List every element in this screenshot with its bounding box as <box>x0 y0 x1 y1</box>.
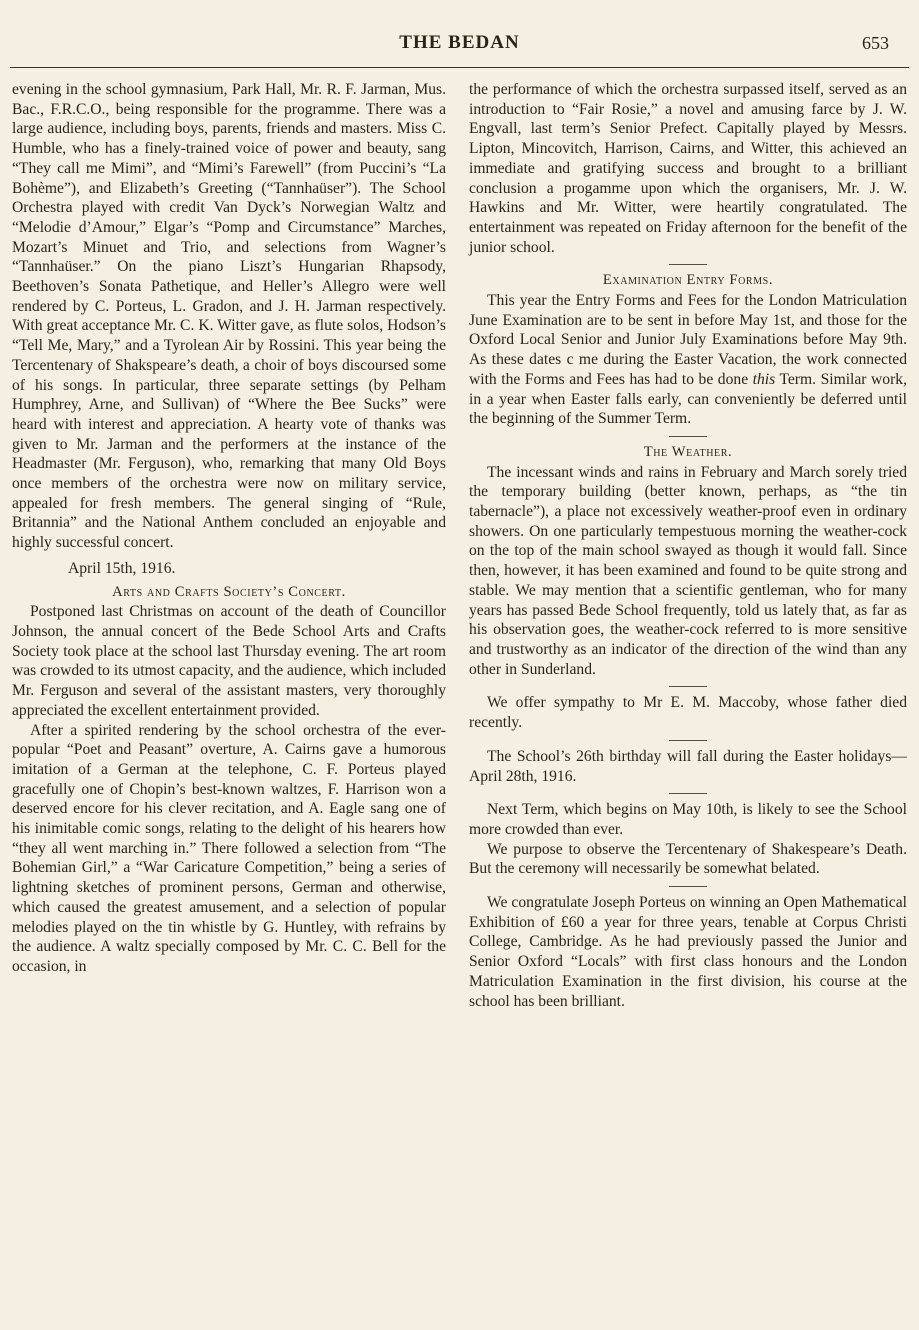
arts-crafts-paragraph-2: After a spirited rendering by the school orchestra of the ever-popular “Poet and Peasant” overture, A. Cairns gave a humorous imitation of a German at the telephone, C. F. Porteus played gracefully one of Chopin’s best-known waltzes, F. Harrison won a deserved encore for his clever recitation, and A. Eagle sang one of his inimitable comic songs, relating to the delight of his hearers how “they all went marching in.” There followed a selection from “The Bohemian Girl,” a “War Caricature Competition,” being a series of lightning sketches of prominent persons, German and otherwise, which caused the greatest amusement, and a selection of popular melodies played on the tin whistle by G. Huntley, with refrains by the audience. A waltz specially composed by Mr. C. C. Bell for the occasion, in <box>12 721 446 975</box>
section-divider <box>669 886 707 887</box>
examination-text-emphasis: this <box>752 370 776 388</box>
section-divider <box>669 686 707 687</box>
section-heading-weather: The Weather. <box>643 443 733 460</box>
section-divider <box>669 264 707 265</box>
sympathy-note: We offer sympathy to Mr E. M. Maccoby, whose father died recently. <box>469 694 907 732</box>
page-number: 653 <box>862 33 889 53</box>
examination-text-a: This year the Entry Forms and Fees for the London Matriculation June Examination are to be sent in before May 1st, and those for the Oxford Local Senior and Junior July Examinations before May 9th. As these dates c me during the Easter Vacation, the work connected with the Forms and Fees has had to be done <box>469 292 907 388</box>
arts-crafts-paragraph-1: Postponed last Christmas on account of the death of Councillor Johnson, the annual concert of the Bede School Arts and Crafts Society took place at the school last Thursday evening. The art room was crowded to its utmost capacity, and the audience, which included Mr. Ferguson and several of the assistant masters, very thoroughly appreciated the excellent entertainment provided. <box>12 603 446 719</box>
dateline: April 15th, 1916. <box>68 559 176 577</box>
examination-text-b: Term. Similar work, in a year when Easter falls early, can conveniently be deferred until the beginning of the Summer Term. <box>469 370 907 428</box>
section-divider <box>669 740 707 741</box>
birthday-note: The School’s 26th birthday will fall during the Easter holidays—April 28th, 1916. <box>469 747 907 785</box>
header-rule <box>10 67 909 68</box>
arts-crafts-continuation: the performance of which the orchestra surpassed itself, served as an introduction to “Fair Rosie,” a novel and amusing farce by J. W. Engvall, last term’s Senior Prefect. Capitally played by Messrs. Lipton, Mincovitch, Harrison, Cairns, and Witter, this achieved an immediate and gratifying success and brought to a brilliant conclusion a progamme upon which the organisers, Mr. J. W. Hawkins and Mr. Witter, were heartily congratulated. The entertainment was repeated on Friday afternoon for the benefit of the junior school. <box>469 81 907 256</box>
weather-paragraph: The incessant winds and rains in February and March sorely tried the temporary building (better known, perhaps, as “the tin tabernacle”), a place not excessively weather-proof even in ordinary showers. On one particularly tempestuous morning the weather-cock on the top of the main school swayed as though it would fall. Since then, however, it has been examined and found to be quite strong and stable. We may mention that a scientific gentleman, who for many years has passed Bede School frequently, told us lately that, as far as his observation goes, the weather-cock referred to is more sensitive and trustworthy as an indicator of the direction of the wind than any other in Sunderland. <box>469 463 907 678</box>
section-heading-examination-entry-forms: Examination Entry Forms. <box>602 272 774 289</box>
section-divider <box>669 436 707 437</box>
tercentenary-note: We purpose to observe the Tercentenary of Shakespeare’s Death. But the ceremony will necessarily be somewhat belated. <box>469 840 907 878</box>
section-heading-arts-crafts-concert: Arts and Crafts Society’s Concert. <box>112 583 346 600</box>
concert-report-continuation: evening in the school gymnasium, Park Hall, Mr. R. F. Jarman, Mus. Bac., F.R.C.O., being responsible for the programme. There was a large audience, including boys, parents, friends and masters. Miss C. Humble, who has a finely-trained voice of power and beauty, sang “They call me Mimi”, and “Mimi’s Farewell” (from Puccini’s “La Bohème”), and Elizabeth’s Greeting (“Tannhaüser”). The School Orchestra played with credit Van Dyck’s Norwegian Waltz and “Melodie d’Amour,” Elgar’s “Pomp and Circumstance” Marches, Mozart’s Minuet and Trio, and selections from Wagner’s “Tannhaüser.” On the piano Liszt’s Hungarian Rhapsody, Beethoven’s Sonata Pathetique, and Heller’s Allegro were well rendered by C. Porteus, L. Gradon, and J. H. Jarman respectively. With great acceptance Mr. C. K. Witter gave, as flute solos, Hodson’s “Tell Me, Mary,” and a Tyrolean Air by Rossini. This year being the Tercentenary of Shakspeare’s death, a choir of boys discoursed some of his songs. In particular, three separate settings (by Pelham Humphrey, Arne, and Sullivan) of “Where the Bee Sucks” were heard with interest and appreciation. A hearty vote of thanks was given to Mr. Jarman and the performers at the instance of the Headmaster (Mr. Ferguson), who, remarking that many Old Boys once members of the orchestra were now on military service, appealed for fresh members. The general singing of “Rule, Britannia” and the National Anthem concluded an enjoyable and highly successful concert. <box>12 81 446 552</box>
examination-paragraph <box>469 291 907 429</box>
running-title: THE BEDAN <box>399 32 520 53</box>
congratulations-note: We congratulate Joseph Porteus on winning an Open Mathematical Exhibition of £60 a year for three years, tenable at Corpus Christi College, Cambridge. As he had previously passed the Junior and Senior Oxford “Locals” with first class honours and the London Matriculation Examination in the first division, his course at the school has been brilliant. <box>469 894 907 1010</box>
next-term-note: Next Term, which begins on May 10th, is likely to see the School more crowded than ever. <box>469 801 907 838</box>
left-column <box>12 80 446 977</box>
section-divider <box>669 793 707 794</box>
right-column <box>469 80 907 1011</box>
